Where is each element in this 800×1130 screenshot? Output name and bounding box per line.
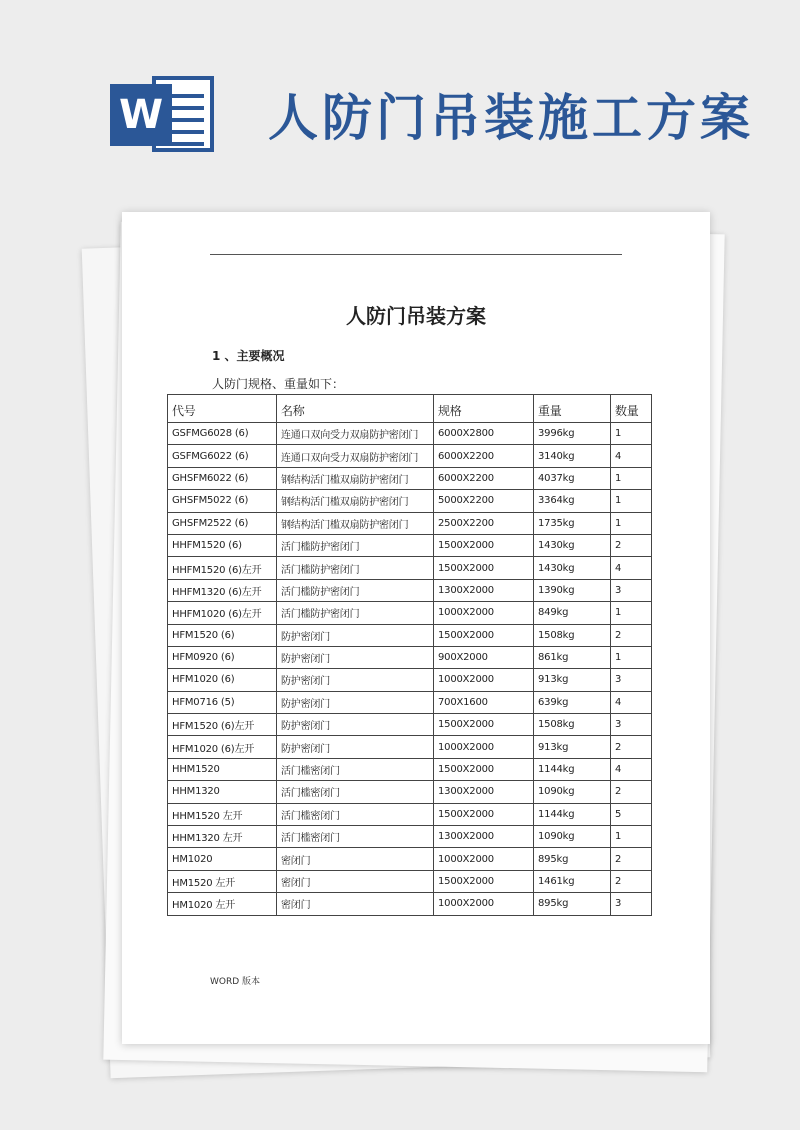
cell-name: 密闭门 <box>277 848 434 870</box>
cell-weight: 1461kg <box>534 870 611 892</box>
cell-name: 活门槛密闭门 <box>277 803 434 825</box>
table-row <box>168 423 652 445</box>
document-title: 人防门吊装方案 <box>346 304 486 328</box>
cell-weight: 1090kg <box>534 826 611 848</box>
cell-weight: 1430kg <box>534 534 611 556</box>
cell-qty: 3 <box>611 893 652 915</box>
cell-code: HM1020 <box>168 848 277 870</box>
cell-code: HHM1320 <box>168 781 277 803</box>
table-row <box>168 557 652 579</box>
cell-weight: 1144kg <box>534 758 611 780</box>
cell-qty: 1 <box>611 646 652 668</box>
cell-qty: 2 <box>611 781 652 803</box>
table-row <box>168 826 652 848</box>
cell-spec: 700X1600 <box>434 691 534 713</box>
cell-code: HHFM1520 (6) <box>168 534 277 556</box>
cell-spec: 1000X2000 <box>434 893 534 915</box>
cell-spec: 1500X2000 <box>434 624 534 646</box>
banner <box>0 0 800 200</box>
cell-qty: 3 <box>611 579 652 601</box>
column-header-weight: 重量 <box>534 395 611 423</box>
cell-code: HFM0920 (6) <box>168 646 277 668</box>
cell-code: HHFM1020 (6)左开 <box>168 602 277 624</box>
cell-weight: 3364kg <box>534 490 611 512</box>
table-row <box>168 534 652 556</box>
cell-weight: 1508kg <box>534 714 611 736</box>
cell-code: GSFMG6028 (6) <box>168 423 277 445</box>
cell-qty: 4 <box>611 691 652 713</box>
cell-spec: 1500X2000 <box>434 870 534 892</box>
cell-qty: 2 <box>611 848 652 870</box>
word-icon-letter: W <box>110 84 172 146</box>
cell-spec: 1000X2000 <box>434 669 534 691</box>
table-row <box>168 893 652 915</box>
cell-weight: 849kg <box>534 602 611 624</box>
cell-weight: 1144kg <box>534 803 611 825</box>
cell-name: 钢结构活门槛双扇防护密闭门 <box>277 512 434 534</box>
cell-code: HFM1020 (6)左开 <box>168 736 277 758</box>
table-row <box>168 602 652 624</box>
cell-name: 密闭门 <box>277 870 434 892</box>
cell-weight: 1508kg <box>534 624 611 646</box>
cell-qty: 2 <box>611 736 652 758</box>
cell-weight: 1090kg <box>534 781 611 803</box>
table-row <box>168 467 652 489</box>
cell-weight: 1735kg <box>534 512 611 534</box>
column-header-name: 名称 <box>277 395 434 423</box>
table-row <box>168 714 652 736</box>
section-heading: 1 、主要概况 <box>212 349 285 363</box>
cell-spec: 5000X2200 <box>434 490 534 512</box>
cell-spec: 1000X2000 <box>434 736 534 758</box>
cell-qty: 3 <box>611 714 652 736</box>
cell-name: 防护密闭门 <box>277 691 434 713</box>
cell-code: GSFMG6022 (6) <box>168 445 277 467</box>
spec-table <box>167 394 652 916</box>
cell-name: 连通口双向受力双扇防护密闭门 <box>277 423 434 445</box>
cell-code: GHSFM6022 (6) <box>168 467 277 489</box>
cell-qty: 1 <box>611 467 652 489</box>
cell-weight: 1430kg <box>534 557 611 579</box>
cell-qty: 4 <box>611 445 652 467</box>
cell-spec: 2500X2200 <box>434 512 534 534</box>
column-header-code: 代号 <box>168 395 277 423</box>
table-row <box>168 781 652 803</box>
cell-qty: 2 <box>611 870 652 892</box>
cell-code: HFM1020 (6) <box>168 669 277 691</box>
table-row <box>168 848 652 870</box>
cell-code: HM1520 左开 <box>168 870 277 892</box>
cell-name: 防护密闭门 <box>277 669 434 691</box>
cell-weight: 895kg <box>534 893 611 915</box>
cell-name: 活门槛密闭门 <box>277 826 434 848</box>
cell-name: 活门槛密闭门 <box>277 781 434 803</box>
table-row <box>168 870 652 892</box>
cell-qty: 1 <box>611 512 652 534</box>
document-page <box>122 212 710 1044</box>
cell-spec: 1500X2000 <box>434 758 534 780</box>
table-row <box>168 579 652 601</box>
table-row <box>168 646 652 668</box>
cell-spec: 1300X2000 <box>434 579 534 601</box>
cell-name: 活门槛防护密闭门 <box>277 557 434 579</box>
table-row <box>168 445 652 467</box>
table-header-row <box>168 395 652 423</box>
cell-name: 活门槛防护密闭门 <box>277 579 434 601</box>
cell-name: 防护密闭门 <box>277 646 434 668</box>
cell-qty: 1 <box>611 602 652 624</box>
cell-spec: 1000X2000 <box>434 848 534 870</box>
cell-weight: 913kg <box>534 669 611 691</box>
cell-name: 防护密闭门 <box>277 624 434 646</box>
header-rule <box>210 254 622 255</box>
cell-qty: 1 <box>611 826 652 848</box>
cell-spec: 900X2000 <box>434 646 534 668</box>
cell-qty: 2 <box>611 624 652 646</box>
cell-weight: 4037kg <box>534 467 611 489</box>
table-row <box>168 803 652 825</box>
cell-spec: 1500X2000 <box>434 714 534 736</box>
cell-spec: 1500X2000 <box>434 557 534 579</box>
cell-code: HFM1520 (6)左开 <box>168 714 277 736</box>
cell-weight: 3140kg <box>534 445 611 467</box>
cell-code: HM1020 左开 <box>168 893 277 915</box>
cell-weight: 895kg <box>534 848 611 870</box>
cell-qty: 1 <box>611 490 652 512</box>
cell-qty: 3 <box>611 669 652 691</box>
cell-qty: 4 <box>611 557 652 579</box>
cell-spec: 1300X2000 <box>434 781 534 803</box>
cell-weight: 913kg <box>534 736 611 758</box>
cell-qty: 5 <box>611 803 652 825</box>
cell-name: 钢结构活门槛双扇防护密闭门 <box>277 467 434 489</box>
cell-weight: 861kg <box>534 646 611 668</box>
column-header-qty: 数量 <box>611 395 652 423</box>
cell-name: 钢结构活门槛双扇防护密闭门 <box>277 490 434 512</box>
cell-spec: 1300X2000 <box>434 826 534 848</box>
cell-qty: 1 <box>611 423 652 445</box>
table-row <box>168 669 652 691</box>
cell-spec: 1500X2000 <box>434 803 534 825</box>
cell-name: 防护密闭门 <box>277 714 434 736</box>
cell-code: HHM1520 <box>168 758 277 780</box>
cell-name: 密闭门 <box>277 893 434 915</box>
cell-code: GHSFM5022 (6) <box>168 490 277 512</box>
table-row <box>168 512 652 534</box>
cell-spec: 6000X2200 <box>434 467 534 489</box>
table-row <box>168 758 652 780</box>
cell-qty: 2 <box>611 534 652 556</box>
footer-label: WORD 版本 <box>210 977 261 987</box>
cell-spec: 1000X2000 <box>434 602 534 624</box>
cell-name: 防护密闭门 <box>277 736 434 758</box>
cell-code: HHFM1520 (6)左开 <box>168 557 277 579</box>
table-row <box>168 691 652 713</box>
banner-title: 人防门吊装施工方案 <box>268 88 754 147</box>
table-row <box>168 624 652 646</box>
table-row <box>168 490 652 512</box>
cell-qty: 4 <box>611 758 652 780</box>
cell-name: 连通口双向受力双扇防护密闭门 <box>277 445 434 467</box>
cell-weight: 639kg <box>534 691 611 713</box>
intro-text: 人防门规格、重量如下： <box>212 377 345 391</box>
cell-spec: 6000X2200 <box>434 445 534 467</box>
cell-weight: 3996kg <box>534 423 611 445</box>
cell-code: HHM1520 左开 <box>168 803 277 825</box>
word-icon <box>110 70 214 158</box>
cell-code: GHSFM2522 (6) <box>168 512 277 534</box>
cell-name: 活门槛防护密闭门 <box>277 602 434 624</box>
cell-name: 活门槛密闭门 <box>277 758 434 780</box>
cell-spec: 1500X2000 <box>434 534 534 556</box>
cell-code: HHFM1320 (6)左开 <box>168 579 277 601</box>
table-body <box>168 423 652 916</box>
column-header-spec: 规格 <box>434 395 534 423</box>
cell-code: HHM1320 左开 <box>168 826 277 848</box>
cell-spec: 6000X2800 <box>434 423 534 445</box>
cell-code: HFM0716 (5) <box>168 691 277 713</box>
cell-weight: 1390kg <box>534 579 611 601</box>
cell-name: 活门槛防护密闭门 <box>277 534 434 556</box>
table-row <box>168 736 652 758</box>
cell-code: HFM1520 (6) <box>168 624 277 646</box>
